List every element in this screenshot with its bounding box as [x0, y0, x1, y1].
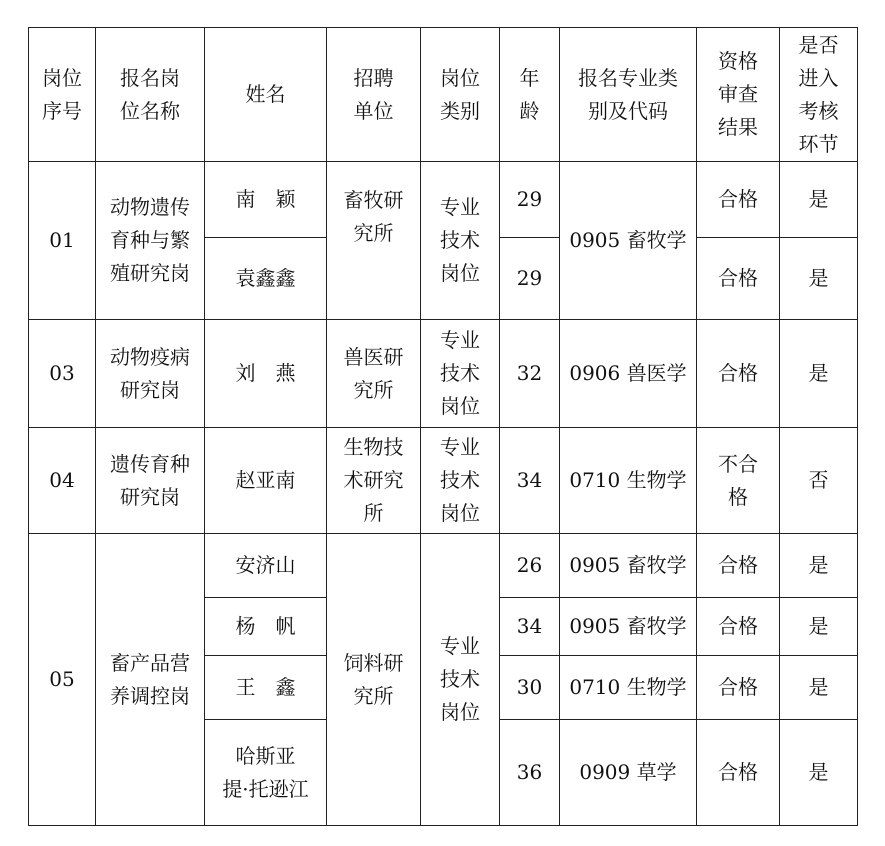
- cell-result: 不合 格: [697, 428, 780, 534]
- cell-result: 合格: [697, 320, 780, 428]
- cell-result: 合格: [697, 238, 780, 320]
- cell-post-name: 遗传育种 研究岗: [96, 428, 205, 534]
- cell-enter: 是: [780, 162, 858, 238]
- cell-unit: 畜牧研 究所: [327, 162, 421, 320]
- cell-post-name: 畜产品营 养调控岗: [96, 534, 205, 826]
- cell-age: 26: [500, 534, 560, 598]
- cell-age: 34: [500, 598, 560, 656]
- table-row: [29, 162, 858, 238]
- header-result: 资格 审查 结果: [697, 28, 780, 162]
- cell-name: 赵亚南: [205, 428, 327, 534]
- cell-enter: 是: [780, 720, 858, 826]
- cell-category: 专业 技术 岗位: [421, 162, 500, 320]
- cell-major: 0905 畜牧学: [560, 162, 697, 320]
- cell-name: 刘 燕: [205, 320, 327, 428]
- cell-age: 30: [500, 656, 560, 720]
- cell-age: 36: [500, 720, 560, 826]
- cell-enter: 是: [780, 320, 858, 428]
- cell-enter: 是: [780, 656, 858, 720]
- cell-age: 29: [500, 162, 560, 238]
- cell-seq: 05: [29, 534, 96, 826]
- cell-major: 0710 生物学: [560, 656, 697, 720]
- table-row: [29, 534, 858, 598]
- cell-name: 袁鑫鑫: [205, 238, 327, 320]
- cell-major: 0710 生物学: [560, 428, 697, 534]
- cell-name: 王 鑫: [205, 656, 327, 720]
- cell-unit: 生物技 术研究 所: [327, 428, 421, 534]
- cell-result: 合格: [697, 656, 780, 720]
- cell-major: 0909 草学: [560, 720, 697, 826]
- cell-result: 合格: [697, 162, 780, 238]
- cell-unit: 饲料研 究所: [327, 534, 421, 826]
- header-post-name: 报名岗 位名称: [96, 28, 205, 162]
- header-enter: 是否 进入 考核 环节: [780, 28, 858, 162]
- cell-enter: 是: [780, 238, 858, 320]
- cell-name: 安济山: [205, 534, 327, 598]
- cell-name: 杨 帆: [205, 598, 327, 656]
- header-major: 报名专业类 别及代码: [560, 28, 697, 162]
- qualification-review-table: [28, 27, 858, 826]
- cell-major: 0906 兽医学: [560, 320, 697, 428]
- cell-seq: 03: [29, 320, 96, 428]
- cell-result: 合格: [697, 598, 780, 656]
- header-age: 年 龄: [500, 28, 560, 162]
- cell-enter: 否: [780, 428, 858, 534]
- header-seq: 岗位 序号: [29, 28, 96, 162]
- cell-age: 34: [500, 428, 560, 534]
- table-row: [29, 320, 858, 428]
- header-unit: 招聘 单位: [327, 28, 421, 162]
- cell-seq: 01: [29, 162, 96, 320]
- cell-unit: 兽医研 究所: [327, 320, 421, 428]
- table-row: [29, 428, 858, 534]
- cell-enter: 是: [780, 534, 858, 598]
- cell-age: 29: [500, 238, 560, 320]
- cell-post-name: 动物遗传 育种与繁 殖研究岗: [96, 162, 205, 320]
- cell-major: 0905 畜牧学: [560, 534, 697, 598]
- cell-category: 专业 技术 岗位: [421, 428, 500, 534]
- cell-post-name: 动物疫病 研究岗: [96, 320, 205, 428]
- cell-age: 32: [500, 320, 560, 428]
- cell-major: 0905 畜牧学: [560, 598, 697, 656]
- header-row: [29, 28, 858, 162]
- cell-result: 合格: [697, 720, 780, 826]
- cell-category: 专业 技术 岗位: [421, 320, 500, 428]
- cell-name: 哈斯亚 提·托逊江: [205, 720, 327, 826]
- cell-seq: 04: [29, 428, 96, 534]
- header-category: 岗位 类别: [421, 28, 500, 162]
- cell-enter: 是: [780, 598, 858, 656]
- header-name: 姓名: [205, 28, 327, 162]
- cell-category: 专业 技术 岗位: [421, 534, 500, 826]
- cell-name: 南 颖: [205, 162, 327, 238]
- cell-result: 合格: [697, 534, 780, 598]
